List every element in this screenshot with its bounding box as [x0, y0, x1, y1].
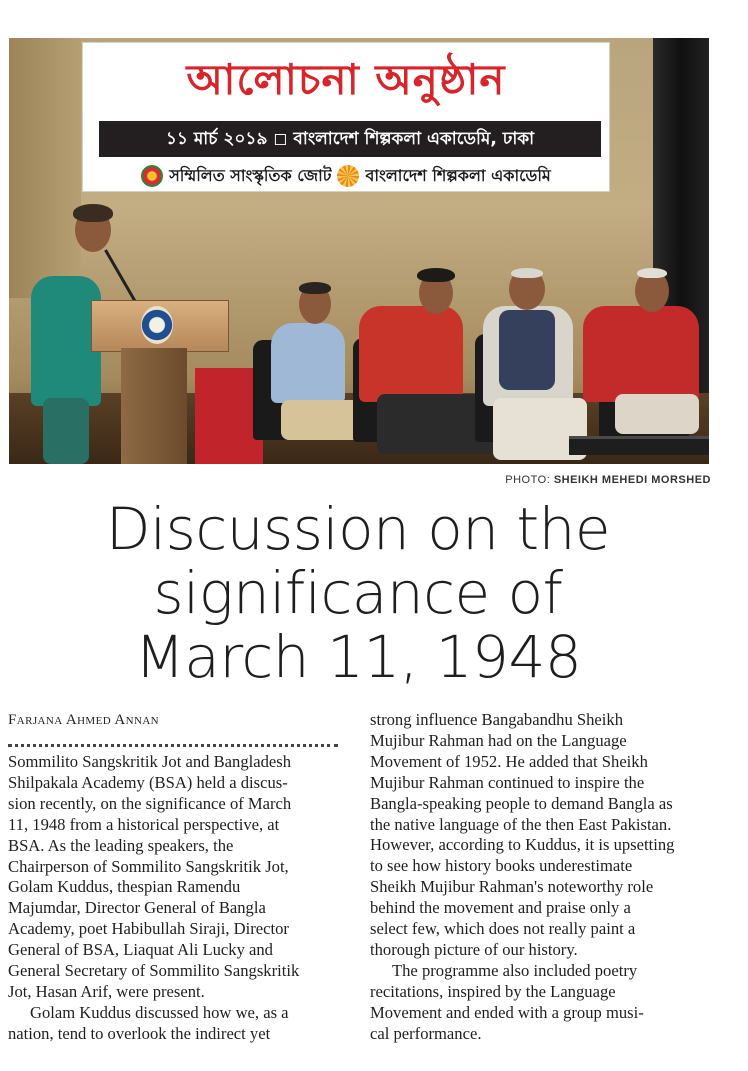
microphone — [104, 249, 137, 302]
jot-logo-icon — [141, 165, 163, 187]
text-line: However, according to Kuddus, it is upsetting — [370, 835, 675, 855]
paragraph-2 — [8, 1003, 353, 1045]
photo-credit-name: SHEIKH MEHEDI MORSHED — [553, 474, 711, 486]
text-line: Academy, poet Habibullah Siraji, Director — [8, 919, 289, 939]
podium-emblem-icon — [141, 306, 173, 344]
article-column-1 — [8, 752, 353, 1045]
banner-organizers — [83, 163, 609, 189]
headline-line-2: significance of — [153, 559, 563, 627]
photo-credit — [505, 474, 711, 486]
banner-org-1: সম্মিলিত সাংস্কৃতিক জোট — [169, 165, 332, 185]
text-line: select few, which does not really paint a — [370, 919, 636, 939]
article-column-2 — [370, 710, 715, 1045]
banner-org-2: বাংলাদেশ শিল্পকলা একাডেমি — [365, 165, 551, 185]
text-line: Golam Kuddus, thespian Ramendu — [8, 877, 241, 897]
text-line: thorough picture of our history. — [370, 939, 578, 959]
text-line: recitations, inspired by the Language — [370, 981, 616, 1001]
byline-divider — [8, 730, 338, 747]
text-line: cal performance. — [370, 1023, 482, 1043]
text-line: 11, 1948 from a historical perspective, at — [8, 814, 280, 834]
podium-stand — [121, 348, 187, 464]
text-line: Sommilito Sangskritik Jot and Bangladesh — [8, 752, 292, 771]
text-line: strong influence Bangabandhu Sheikh — [370, 710, 623, 729]
headline-line-3: March 11, 1948 — [134, 623, 582, 691]
article-photo — [9, 38, 709, 464]
headline-line-1: Discussion on the — [105, 495, 611, 563]
text-line: Mujibur Rahman continued to inspire the — [370, 772, 645, 792]
text-line: BSA. As the leading speakers, the — [8, 835, 234, 855]
text-line: behind the movement and praise only a — [370, 898, 631, 918]
text-line: General of BSA, Liaquat Ali Lucky and — [8, 940, 273, 960]
text-line: Bangla-speaking people to demand Bangla as — [370, 793, 673, 813]
stage-wall — [9, 38, 81, 298]
byline: Farjana Ahmed Annan — [8, 712, 160, 728]
paragraph-2-continued — [370, 710, 715, 961]
text-line: Movement and ended with a group musi- — [370, 1002, 644, 1022]
text-line: Mujibur Rahman had on the Language — [370, 730, 627, 750]
text-line: Jot, Hasan Arif, were present. — [8, 981, 205, 1001]
paragraph-3 — [370, 961, 715, 1045]
text-line: The programme also included poetry — [392, 960, 638, 980]
text-line: Golam Kuddus discussed how we, as a — [30, 1002, 289, 1022]
side-table — [569, 436, 709, 455]
text-line: the native language of the then East Pakistan. — [370, 814, 672, 834]
academy-logo-icon — [337, 165, 359, 187]
paragraph-1 — [8, 752, 353, 1003]
text-line: Shilpakala Academy (BSA) held a discus- — [8, 772, 288, 792]
text-line: Chairperson of Sommilito Sangskritik Jot, — [8, 856, 289, 876]
text-line: Sheikh Mujibur Rahman's noteworthy role — [370, 877, 654, 897]
banner-title: আলোচনা অনুষ্ঠান — [186, 55, 506, 104]
banner-date-venue: ১১ মার্চ ২০১৯ ◻ বাংলাদেশ শিল্পকলা একাডেমি, ঢাকা — [99, 121, 601, 157]
text-line: Movement of 1952. He added that Sheikh — [370, 751, 648, 771]
text-line: Majumdar, Director General of Bangla — [8, 898, 266, 918]
headline — [0, 497, 716, 689]
text-line: sion recently, on the significance of March — [8, 793, 292, 813]
text-line: to see how history books underestimate — [370, 856, 633, 876]
photo-credit-prefix: PHOTO: — [505, 474, 554, 486]
text-line: nation, tend to overlook the indirect yet — [8, 1023, 271, 1043]
event-banner — [82, 42, 610, 192]
text-line: General Secretary of Sommilito Sangskritik — [8, 961, 300, 981]
